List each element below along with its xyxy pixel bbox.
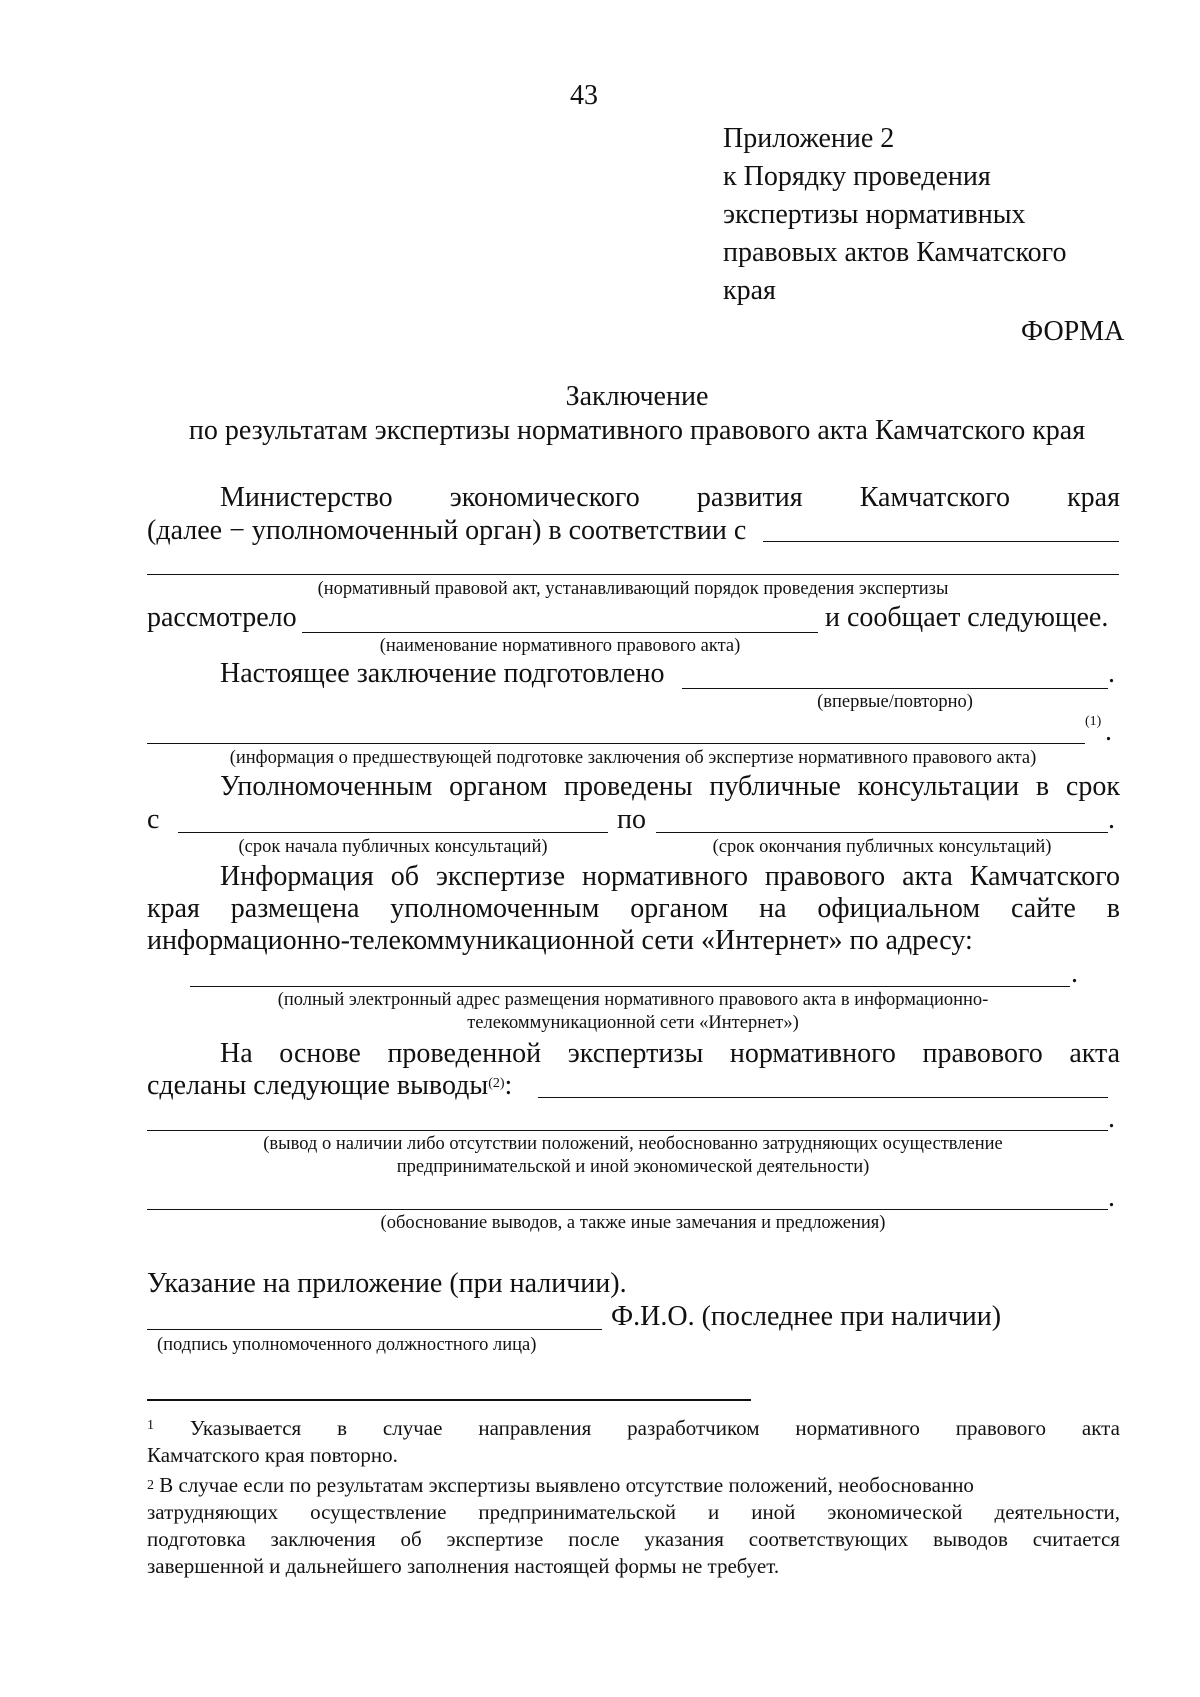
footnote-2-line3 [147,1527,1120,1552]
page-number: 43 [570,80,598,111]
word: экспертизы [567,1038,704,1069]
word: указания [644,1527,724,1551]
appendix-block [723,120,1066,310]
word: осуществление [310,1500,447,1524]
word: сайте [1010,893,1076,924]
word: проведенной [387,1038,542,1069]
blank-npa-name-field[interactable] [302,632,818,633]
footnote-mark-2[interactable]: (2) [488,1076,505,1091]
attachment-note: Указание на приложение (при наличии). [147,1268,627,1299]
word: нормативного [581,861,748,892]
footnote-1-line1 [147,1416,1120,1441]
word: затрудняющих [147,1500,279,1524]
para2-text: Настоящее заключение подготовлено [220,658,665,689]
word: в [337,1416,348,1440]
word: подготовка [147,1527,246,1551]
word: развития [696,482,803,513]
appendix-line: правовых актов Камчатского [723,237,1067,268]
para3-line1 [220,771,1120,803]
blank-first-repeat-field[interactable] [682,688,1108,689]
appendix-line: экспертизы нормативных [723,199,1026,230]
word: акта [902,861,953,892]
word: На [220,1038,253,1069]
word: иной [751,1500,796,1524]
footnote-mark: 2 [147,1478,154,1493]
word: Уполномоченным [220,771,433,802]
para1-line2: (далее − уполномоченный орган) в соответствии с [147,515,747,546]
word: в [1106,893,1120,924]
caption-url-line2: телекоммуникационной сети «Интернет») [467,1013,799,1033]
blank-url-field[interactable] [190,986,1070,987]
word: считается [1032,1527,1120,1551]
dot: . [1071,958,1078,989]
word: предпринимательской [478,1500,676,1524]
caption-conclusions-line1: (вывод о наличии либо отсутствии положений, необоснованно затрудняющих осуществление [263,1134,1003,1154]
word: об [400,1527,422,1551]
dot: . [1105,716,1112,747]
word: Камчатского [969,861,1120,892]
document-title: Заключение [565,381,709,412]
caption-reasoning: (обоснование выводов, а также иные замечания и предложения) [380,1213,886,1233]
to-label: по [617,804,646,835]
blank-conclusions-field-cont[interactable] [147,1130,1108,1131]
blank-conclusions-field[interactable] [538,1097,1108,1098]
conclusions-label: сделаны следующие выводы [147,1070,489,1101]
word: основе [279,1038,361,1069]
appendix-line: Приложение 2 [723,123,895,154]
blank-prev-info-field[interactable] [147,743,1085,744]
para4-line1 [220,861,1120,893]
word: деятельности, [994,1500,1120,1524]
para4-line3: информационно-телекоммуникационной сети «Интернет» по адресу: [147,925,973,956]
word: случае [382,1416,443,1440]
word: Информация [220,861,374,892]
word: нормативного [729,1038,896,1069]
word: акта [1081,1416,1120,1440]
footnote-2-line4: завершенной и дальнейшего заполнения настоящей формы не требует. [147,1554,780,1578]
dot: . [1108,1182,1115,1213]
blank-npa-order-field[interactable] [763,541,1119,542]
word: края [147,893,200,924]
word: правового [922,1038,1043,1069]
from-label: с [147,804,160,835]
blank-reasoning-field[interactable] [147,1209,1108,1210]
word: после [568,1527,620,1551]
word: Министерство [220,482,393,513]
word: органом [630,893,729,924]
word: разработчиком [627,1416,760,1440]
footnote-divider [147,1399,751,1401]
caption-first-repeat: (впервые/повторно) [817,692,973,712]
para4-line2 [147,893,1120,925]
caption-signature: (подпись уполномоченного должностного лица) [157,1335,537,1355]
word: срок [1065,771,1120,802]
word: направления [478,1416,592,1440]
word: публичные [709,771,841,802]
footnote-mark: 1 [147,1418,154,1433]
caption-conclusions-line2: предпринимательской и иной экономической деятельности) [396,1157,870,1177]
para5-line2 [147,1070,512,1102]
word: Камчатского [859,482,1010,513]
word: органом [449,771,548,802]
name-label: Ф.И.О. (последнее при наличии) [611,1301,1002,1332]
appendix-line: к Порядку проведения [723,161,991,192]
appendix-line: края [723,275,776,306]
para1-line1 [220,482,1120,514]
caption-prev-info: (информация о предшествующей подготовке заключения об экспертизе нормативного правового акта) [229,748,1037,768]
word: выводов [933,1527,1008,1551]
caption-url-line1: (полный электронный адрес размещения нормативного правового акта в информационно- [277,990,989,1010]
word: Указывается [189,1416,302,1440]
word: об [390,861,419,892]
word: уполномоченным [390,893,600,924]
word: и [707,1500,720,1524]
blank-end-date-field[interactable] [656,832,1108,833]
word: проведены [564,771,693,802]
word: соответствующих [748,1527,909,1551]
caption-npa-order: (нормативный правовой акт, устанавливающий порядок проведения экспертизы [317,579,949,599]
dot: . [1108,1103,1115,1134]
word: края [1067,482,1120,513]
word: экспертизе [435,861,565,892]
reports-label: и сообщает следующее. [825,602,1109,633]
dot: . [1108,658,1115,689]
word: официальном [817,893,981,924]
para5-line1 [220,1038,1120,1070]
word: экономической [827,1500,963,1524]
footnote-text: В случае если по результатам экспертизы выявлено отсутствие положений, необоснованно [159,1473,974,1497]
blank-signature-field[interactable] [147,1329,602,1330]
word: экономического [449,482,640,513]
word: консультации [857,771,1020,802]
footnote-2-line2 [147,1500,1120,1525]
word: акта [1069,1038,1120,1069]
footnote-mark-1[interactable]: (1) [1085,714,1102,729]
word: экспертизе [446,1527,544,1551]
colon: : [504,1070,513,1101]
blank-start-date-field[interactable] [178,832,608,833]
word: правового [955,1416,1046,1440]
considered-label: рассмотрело [147,602,297,633]
word: правового [764,861,886,892]
caption-end-date: (срок окончания публичных консультаций) [712,837,1052,857]
caption-start-date: (срок начала публичных консультаций) [238,837,548,857]
word: в [1035,771,1050,802]
footnote-2-line1 [147,1473,974,1501]
blank-npa-order-field-cont[interactable] [147,574,1119,575]
word: размещена [230,893,360,924]
caption-npa-name: (наименование нормативного правового акта) [379,636,741,656]
footnote-1-line2: Камчатского края повторно. [147,1443,398,1467]
word: на [759,893,787,924]
word: заключения [270,1527,376,1551]
document-subtitle: по результатам экспертизы нормативного правового акта Камчатского края [188,415,1086,446]
word: нормативного [795,1416,920,1440]
form-label: ФОРМА [1021,316,1125,347]
dot: . [1108,804,1115,835]
